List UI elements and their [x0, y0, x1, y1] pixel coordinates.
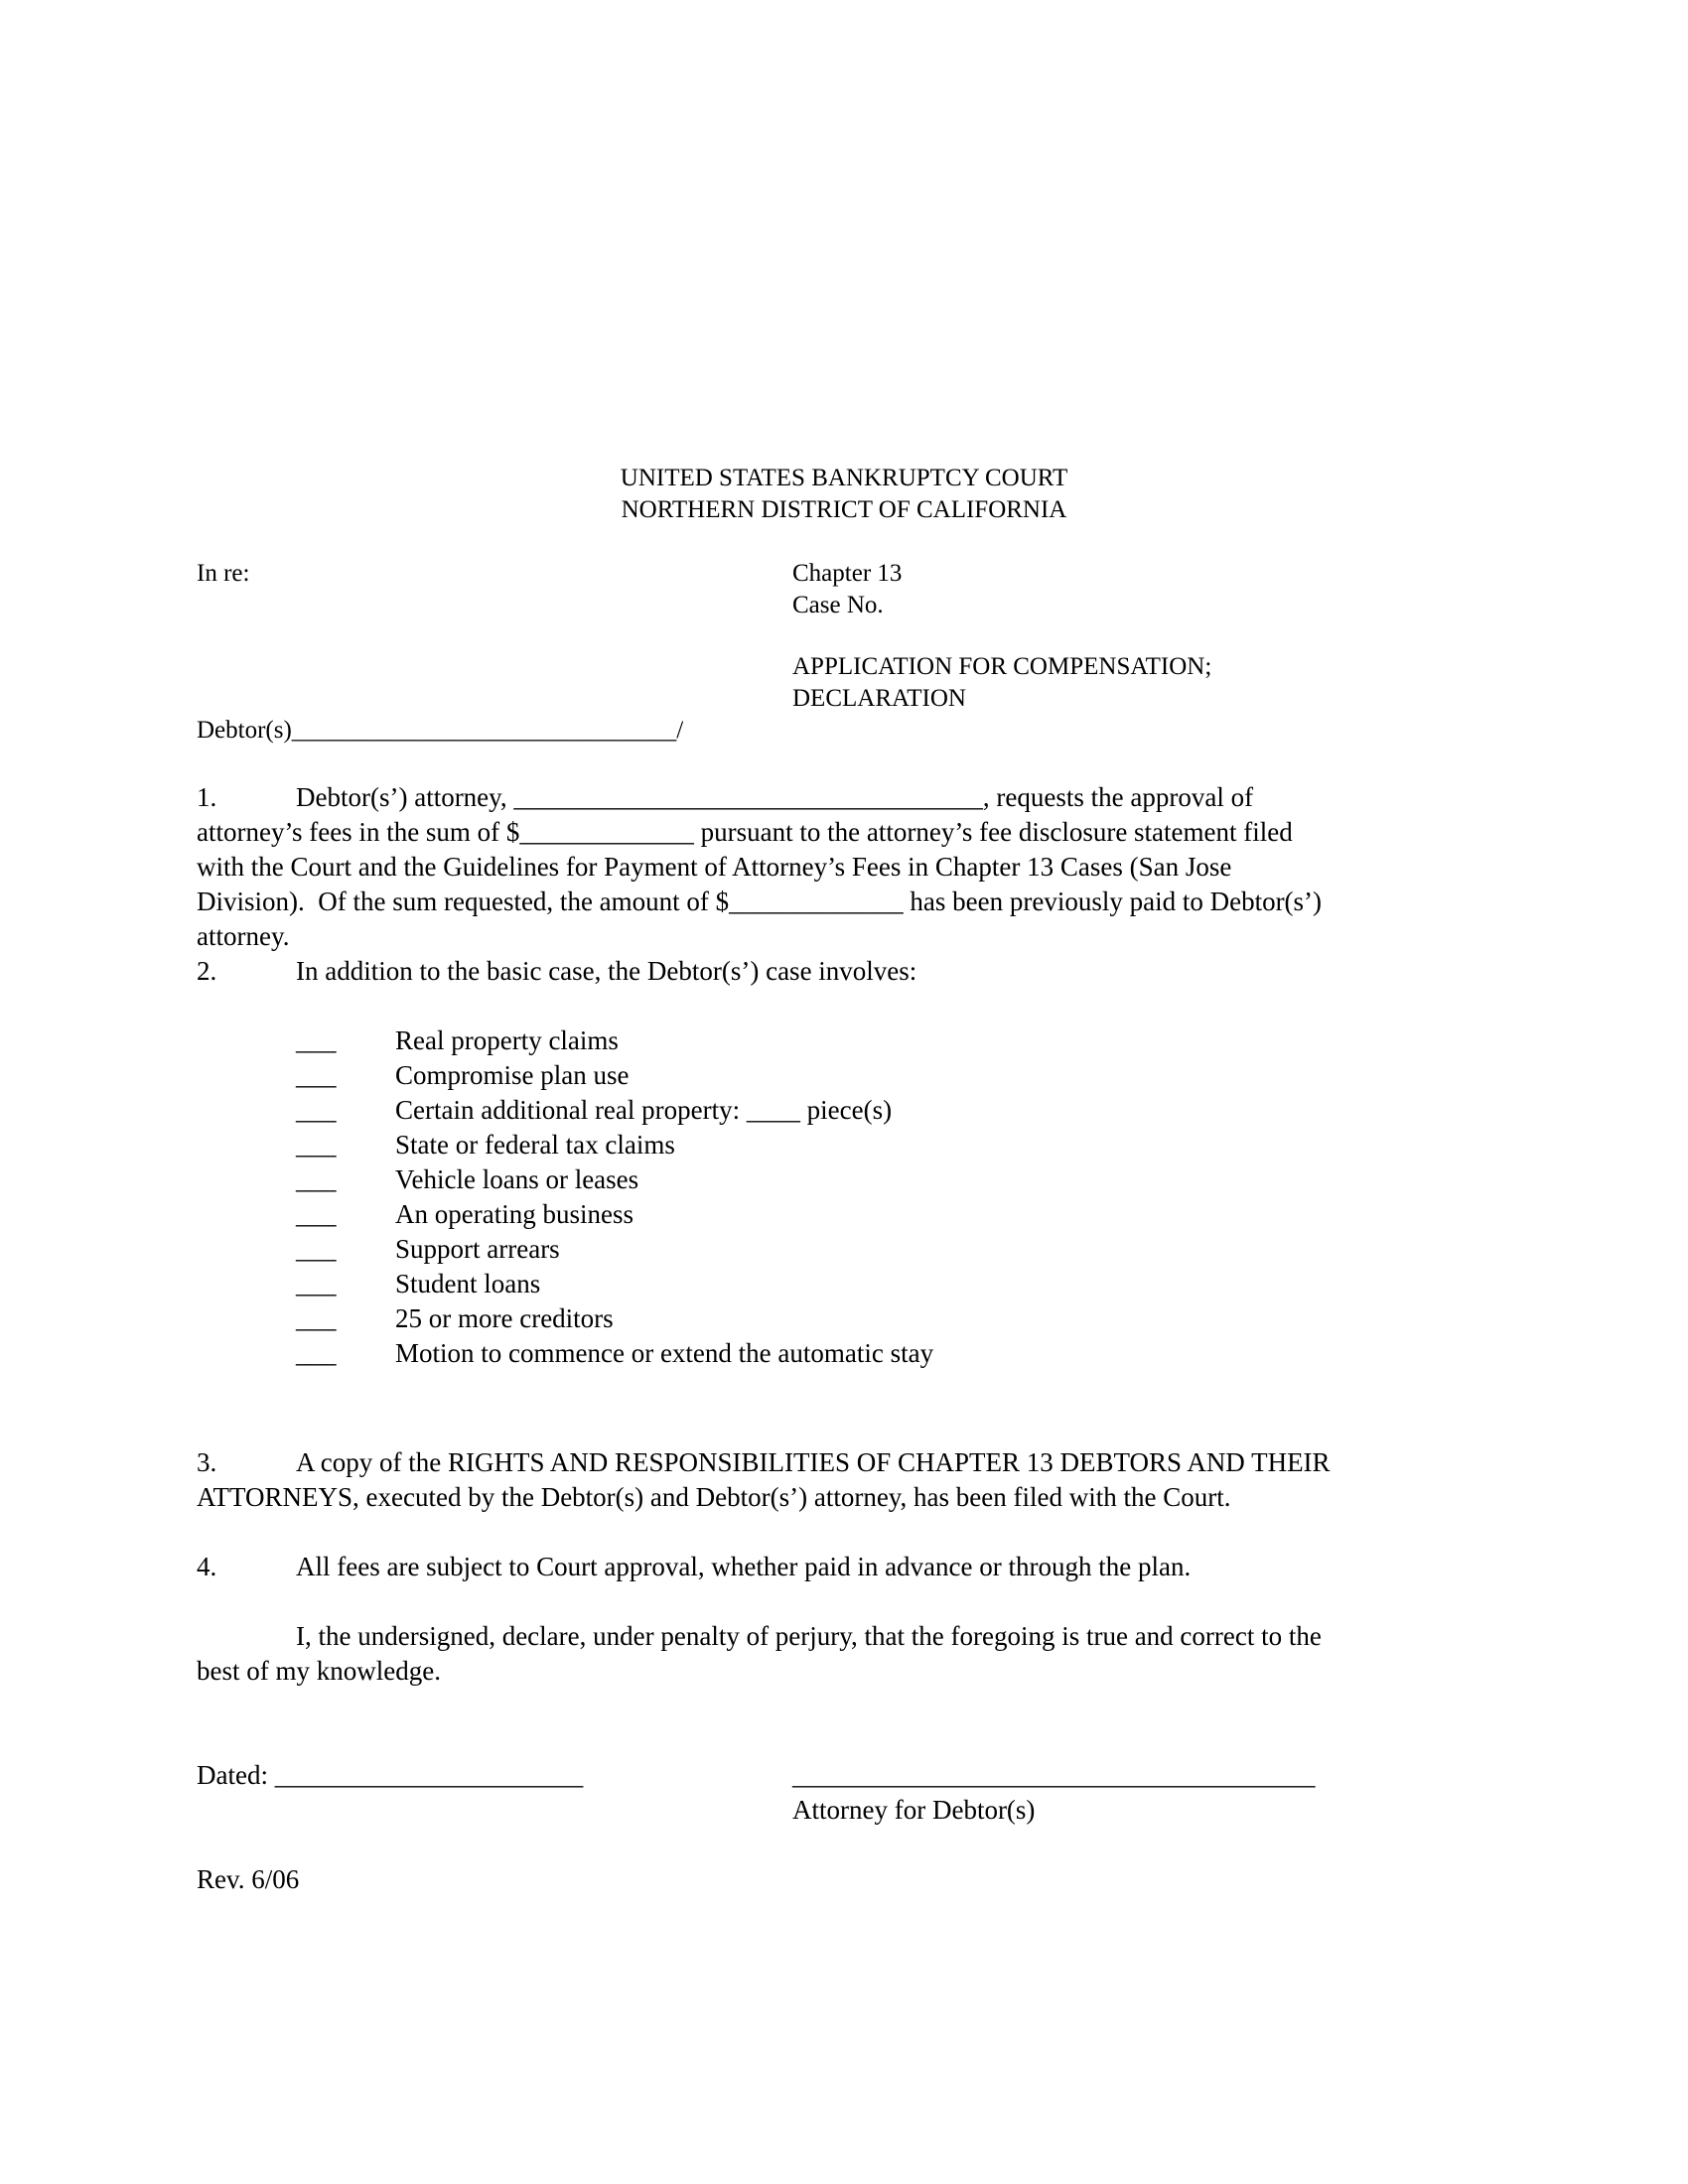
paragraph-1-line-3: with the Court and the Guidelines for Payment of Attorney’s Fees in Chapter 13 Cases (San Jose [197, 852, 1232, 882]
checklist-blank[interactable]: ___ [296, 1130, 337, 1160]
paragraph-3-line-2: ATTORNEYS, executed by the Debtor(s) and Debtor(s’) attorney, has been filed with the Court. [197, 1482, 1231, 1512]
document-subtitle: DECLARATION [792, 685, 966, 712]
checklist-item-label: An operating business [395, 1199, 633, 1229]
checklist-blank[interactable]: ___ [296, 1060, 337, 1090]
paragraph-4-text: All fees are subject to Court approval, whether paid in advance or through the plan. [296, 1552, 1192, 1581]
checklist-item-label: Student loans [395, 1269, 541, 1298]
checklist-item [296, 1162, 638, 1197]
checklist-blank[interactable]: ___ [296, 1303, 337, 1333]
checklist-item-label: Certain additional real property: ____ piece(s) [395, 1095, 893, 1125]
debtor-line: Debtor(s)_______________________________/ [197, 717, 684, 744]
paragraph-3-number: 3. [197, 1447, 217, 1477]
checklist-item-label: Support arrears [395, 1234, 560, 1264]
case-number-label: Case No. [792, 592, 884, 618]
checklist-item [296, 1232, 560, 1267]
checklist-blank[interactable]: ___ [296, 1338, 337, 1368]
signature-label: Attorney for Debtor(s) [792, 1795, 1036, 1825]
declaration-line-1 [197, 1619, 1322, 1654]
paragraph-1-line-2: attorney’s fees in the sum of $_____________ pursuant to the attorney’s fee disclosure statement filed [197, 817, 1293, 847]
paragraph-2-text: In addition to the basic case, the Debtor(s’) case involves: [296, 956, 917, 986]
paragraph-1-number: 1. [197, 782, 217, 812]
checklist-item-label: 25 or more creditors [395, 1303, 614, 1333]
checklist-blank[interactable]: ___ [296, 1095, 337, 1125]
checklist-item [296, 1197, 633, 1232]
dated-field[interactable]: Dated: _______________________ [197, 1760, 584, 1790]
checklist-item-label: Motion to commence or extend the automatic stay [395, 1338, 934, 1368]
paragraph-2-number: 2. [197, 956, 217, 986]
checklist-item-label: Compromise plan use [395, 1060, 630, 1090]
revision-label: Rev. 6/06 [197, 1864, 300, 1894]
checklist-blank[interactable]: ___ [296, 1269, 337, 1298]
paragraph-2 [197, 954, 916, 989]
court-name: UNITED STATES BANKRUPTCY COURT [620, 465, 1068, 491]
checklist-blank[interactable]: ___ [296, 1164, 337, 1194]
checklist-blank[interactable]: ___ [296, 1199, 337, 1229]
checklist-item-label: Vehicle loans or leases [395, 1164, 639, 1194]
declaration-line-2: best of my knowledge. [197, 1656, 441, 1686]
paragraph-1-line-1 [197, 780, 1253, 815]
checklist-item [296, 1128, 675, 1162]
document-title: APPLICATION FOR COMPENSATION; [792, 653, 1212, 680]
paragraph-3-line-1 [197, 1445, 1331, 1480]
checklist-item [296, 1058, 629, 1093]
checklist-item [296, 1336, 933, 1371]
checklist-item-label: Real property claims [395, 1025, 619, 1055]
paragraph-3-text-1: A copy of the RIGHTS AND RESPONSIBILITIES OF CHAPTER 13 DEBTORS AND THEIR [296, 1447, 1331, 1477]
checklist-blank[interactable]: ___ [296, 1025, 337, 1055]
paragraph-1-text-1: Debtor(s’) attorney, ___________________________________, requests the approval of [296, 782, 1254, 812]
checklist-item [296, 1267, 540, 1301]
checklist-item [296, 1093, 892, 1128]
paragraph-1-line-5: attorney. [197, 921, 290, 951]
checklist-blank[interactable]: ___ [296, 1234, 337, 1264]
paragraph-4 [197, 1550, 1191, 1584]
checklist-item [296, 1024, 619, 1058]
in-re-label: In re: [197, 560, 250, 587]
paragraph-1-line-4: Division). Of the sum requested, the amount of $_____________ has been previously paid to Debtor(s’) [197, 887, 1323, 916]
court-district: NORTHERN DISTRICT OF CALIFORNIA [621, 496, 1067, 523]
checklist-item-label: State or federal tax claims [395, 1130, 675, 1160]
paragraph-4-number: 4. [197, 1552, 217, 1581]
chapter-label: Chapter 13 [792, 560, 903, 587]
declaration-text-1: I, the undersigned, declare, under penalty of perjury, that the foregoing is true and correct to the [296, 1621, 1322, 1651]
signature-line[interactable]: _______________________________________ [792, 1760, 1316, 1790]
checklist-item [296, 1301, 614, 1336]
